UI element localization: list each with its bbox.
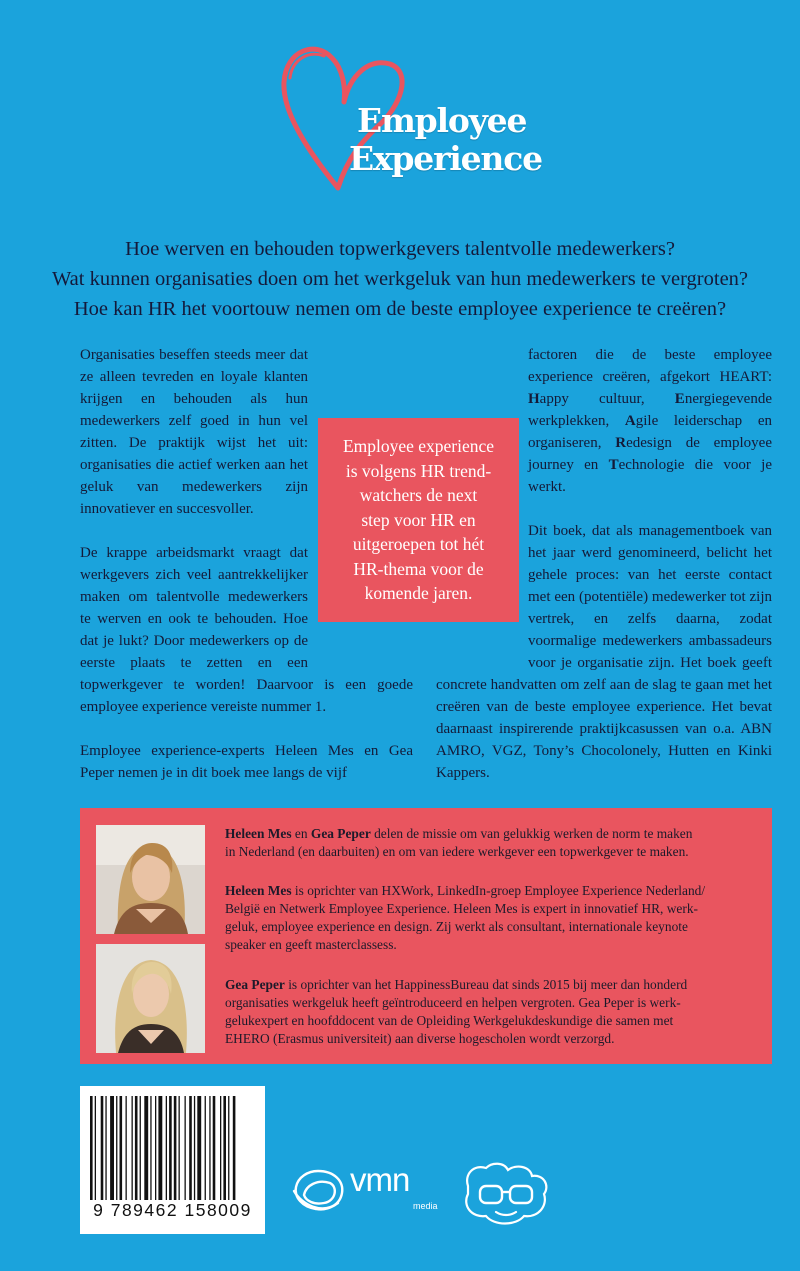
barcode-bar — [228, 1096, 229, 1200]
barcode-bar — [110, 1096, 114, 1200]
barcode-bar — [158, 1096, 162, 1200]
barcode-bar — [116, 1096, 117, 1200]
quote-line: uitgeroepen tot hét — [352, 534, 485, 554]
left-paragraph-1: Organisaties beseffen steeds meer dat ze alleen tevreden en loyale klanten krijgen en behouden als hun medewerkers zelf goed in hun vel zitten. De praktijk wijst het uit: organisaties die actief werken aan het geluk van medewerkers zijn innovatiever en succesvoller. — [80, 347, 308, 517]
barcode-bar — [197, 1096, 201, 1200]
heart-text-a: gile leiderschap en organiseren, — [528, 413, 773, 451]
heart-text-r: edesign de employee journey en — [528, 435, 772, 473]
quote-line: watchers de next — [359, 485, 478, 505]
intro-name-gea: Gea Peper — [310, 826, 371, 841]
bio-gea-line-1: is oprichter van het HappinessBureau dat sinds 2015 bij meer dan honderd — [284, 977, 688, 992]
bio-heleen-line: speaker en geeft masterclassess. — [225, 937, 397, 952]
barcode-bar — [189, 1096, 192, 1200]
barcode-bar — [174, 1096, 177, 1200]
intro-line-2: in Nederland (en daarbuiten) en om van iedere werkgever een topwerkgever te maken. — [225, 844, 689, 859]
quote-line: is volgens HR trend- — [345, 460, 492, 481]
barcode-bar — [209, 1096, 210, 1200]
logo-line-2: Experience — [349, 139, 542, 178]
barcode-bar — [233, 1096, 236, 1200]
intro-and: en — [291, 826, 311, 841]
left-paragraph-3: Employee experience-experts Heleen Mes en Gea Peper nemen je in dit boek mee langs de vijf — [80, 743, 413, 781]
heart-letter-e: E — [674, 391, 685, 407]
photo-gea-peper — [96, 944, 205, 1053]
barcode-bar — [140, 1096, 141, 1200]
bio-gea-line: EHERO (Erasmus universiteit) aan diverse hogescholen wordt verzorgd. — [225, 1031, 615, 1046]
barcode-bar — [155, 1096, 156, 1200]
bio-heleen-name: Heleen Mes — [225, 883, 292, 898]
photo-heleen-mes — [96, 825, 205, 934]
heart-letter-r: R — [615, 435, 627, 451]
right-paragraph-1-intro: factoren die de beste employee experience creëren, afgekort HEART: — [528, 347, 772, 385]
barcode-bar — [126, 1096, 127, 1200]
bio-gea-line: organisaties werkgeluk heeft geïntroduceerd en helpen vergroten. Gea Peper is werk- — [225, 995, 681, 1010]
heart-text-t: echnologie die voor je werkt. — [528, 457, 772, 495]
bio-heleen-line: België en Netwerk Employee Experience. Heleen Mes is expert in innovatief HR, werk- — [225, 901, 698, 916]
barcode-bar — [95, 1096, 96, 1200]
logo-line-1: Employee — [357, 101, 527, 140]
left-paragraph-2: De krappe arbeidsmarkt vraagt dat werkgevers zich veel aantrekkelijker maken om talentvolle medewerkers te werven en ook te behouden. Hoe dat je lukt? Door medewerkers op de eerste plaats te zetten en een topwerkgever te worden! Daarvoor is een goede employee experience vereiste nummer 1. — [80, 545, 413, 715]
bio-heleen-mes — [225, 882, 760, 954]
barcode-bar — [132, 1096, 133, 1200]
barcode-bar — [205, 1096, 206, 1200]
barcode-bar — [185, 1096, 186, 1200]
barcode-bar — [150, 1096, 151, 1200]
bio-heleen-line: geluk, employee experience en design. Zij werkt als consultant, internationale keynote — [225, 919, 688, 934]
barcode — [80, 1086, 265, 1234]
barcode-bar — [166, 1096, 167, 1200]
bio-gea-peper — [225, 976, 760, 1048]
vmn-swirl-icon — [288, 1165, 348, 1217]
intro-line-1: delen de missie om van gelukkig werken de norm te maken — [370, 826, 693, 841]
barcode-bar — [179, 1096, 180, 1200]
question-1: Hoe werven en behouden topwerkgevers talentvolle medewerkers? — [125, 238, 675, 260]
bio-gea-line: gelukexpert en hoofddocent van de Opleiding Werkgelukdeskundige die samen met — [225, 1013, 674, 1028]
heart-letter-t: T — [608, 457, 619, 473]
intro-name-heleen: Heleen Mes — [225, 826, 292, 841]
question-3: Hoe kan HR het voortouw nemen om de beste employee experience te creëren? — [73, 298, 727, 320]
barcode-bar — [220, 1096, 221, 1200]
heart-text-e: nergiegevende werkplekken, — [528, 391, 772, 429]
barcode-bar — [213, 1096, 216, 1200]
barcode-bar — [90, 1096, 93, 1200]
glasses-mascot-icon — [458, 1160, 554, 1230]
bio-heleen-line-1: is oprichter van HXWork, LinkedIn-groep Employee Experience Nederland/ — [291, 883, 706, 898]
question-2: Wat kunnen organisaties doen om het werkgeluk van hun medewerkers te vergroten? — [51, 268, 749, 290]
quote-line: Employee experience — [342, 436, 495, 456]
pull-quote — [318, 418, 519, 622]
quote-line: komende jaren. — [364, 583, 473, 603]
employee-experience-logo — [272, 36, 562, 206]
isbn-number: 9 789462 158009 — [93, 1200, 252, 1220]
barcode-bar — [169, 1096, 172, 1200]
barcode-bar — [135, 1096, 138, 1200]
heart-text-h: appy cultuur, — [539, 391, 675, 407]
heart-letter-h: H — [528, 391, 540, 407]
publisher-logo — [288, 1161, 458, 1217]
barcode-bar — [120, 1096, 123, 1200]
heart-letter-a: A — [624, 413, 636, 429]
barcode-bar — [101, 1096, 104, 1200]
authors-box — [80, 808, 772, 1064]
authors-intro — [225, 825, 760, 861]
barcode-bars — [88, 1096, 257, 1200]
barcode-bar — [105, 1096, 106, 1200]
intro-questions — [0, 234, 800, 324]
barcode-bar — [223, 1096, 226, 1200]
barcode-bar — [194, 1096, 195, 1200]
right-paragraph-2: Dit boek, dat als managementboek van het jaar werd genomineerd, belicht het gehele proces: van het eerste contact met een (potentiële) medewerker tot zijn vertrek, en zelfs daarna, zodat voormalige medewerkers ambassadeurs voor je organisatie zijn. Het boek geeft concrete handvatten om zelf aan de slag te gaan met het creëren van de beste employee experience. Het bevat daarnaast inspirerende praktijkcasussen van o.a. ABN AMRO, VGZ, Tony’s Chocolonely, Hutten en Kinki Kappers. — [436, 523, 772, 781]
publisher-sub: media — [413, 1201, 438, 1211]
quote-line: step voor HR en — [361, 509, 476, 530]
quote-line: HR-thema voor de — [353, 558, 484, 579]
barcode-bar — [144, 1096, 148, 1200]
bio-gea-name: Gea Peper — [225, 977, 285, 992]
publisher-name: vmn — [350, 1161, 410, 1198]
